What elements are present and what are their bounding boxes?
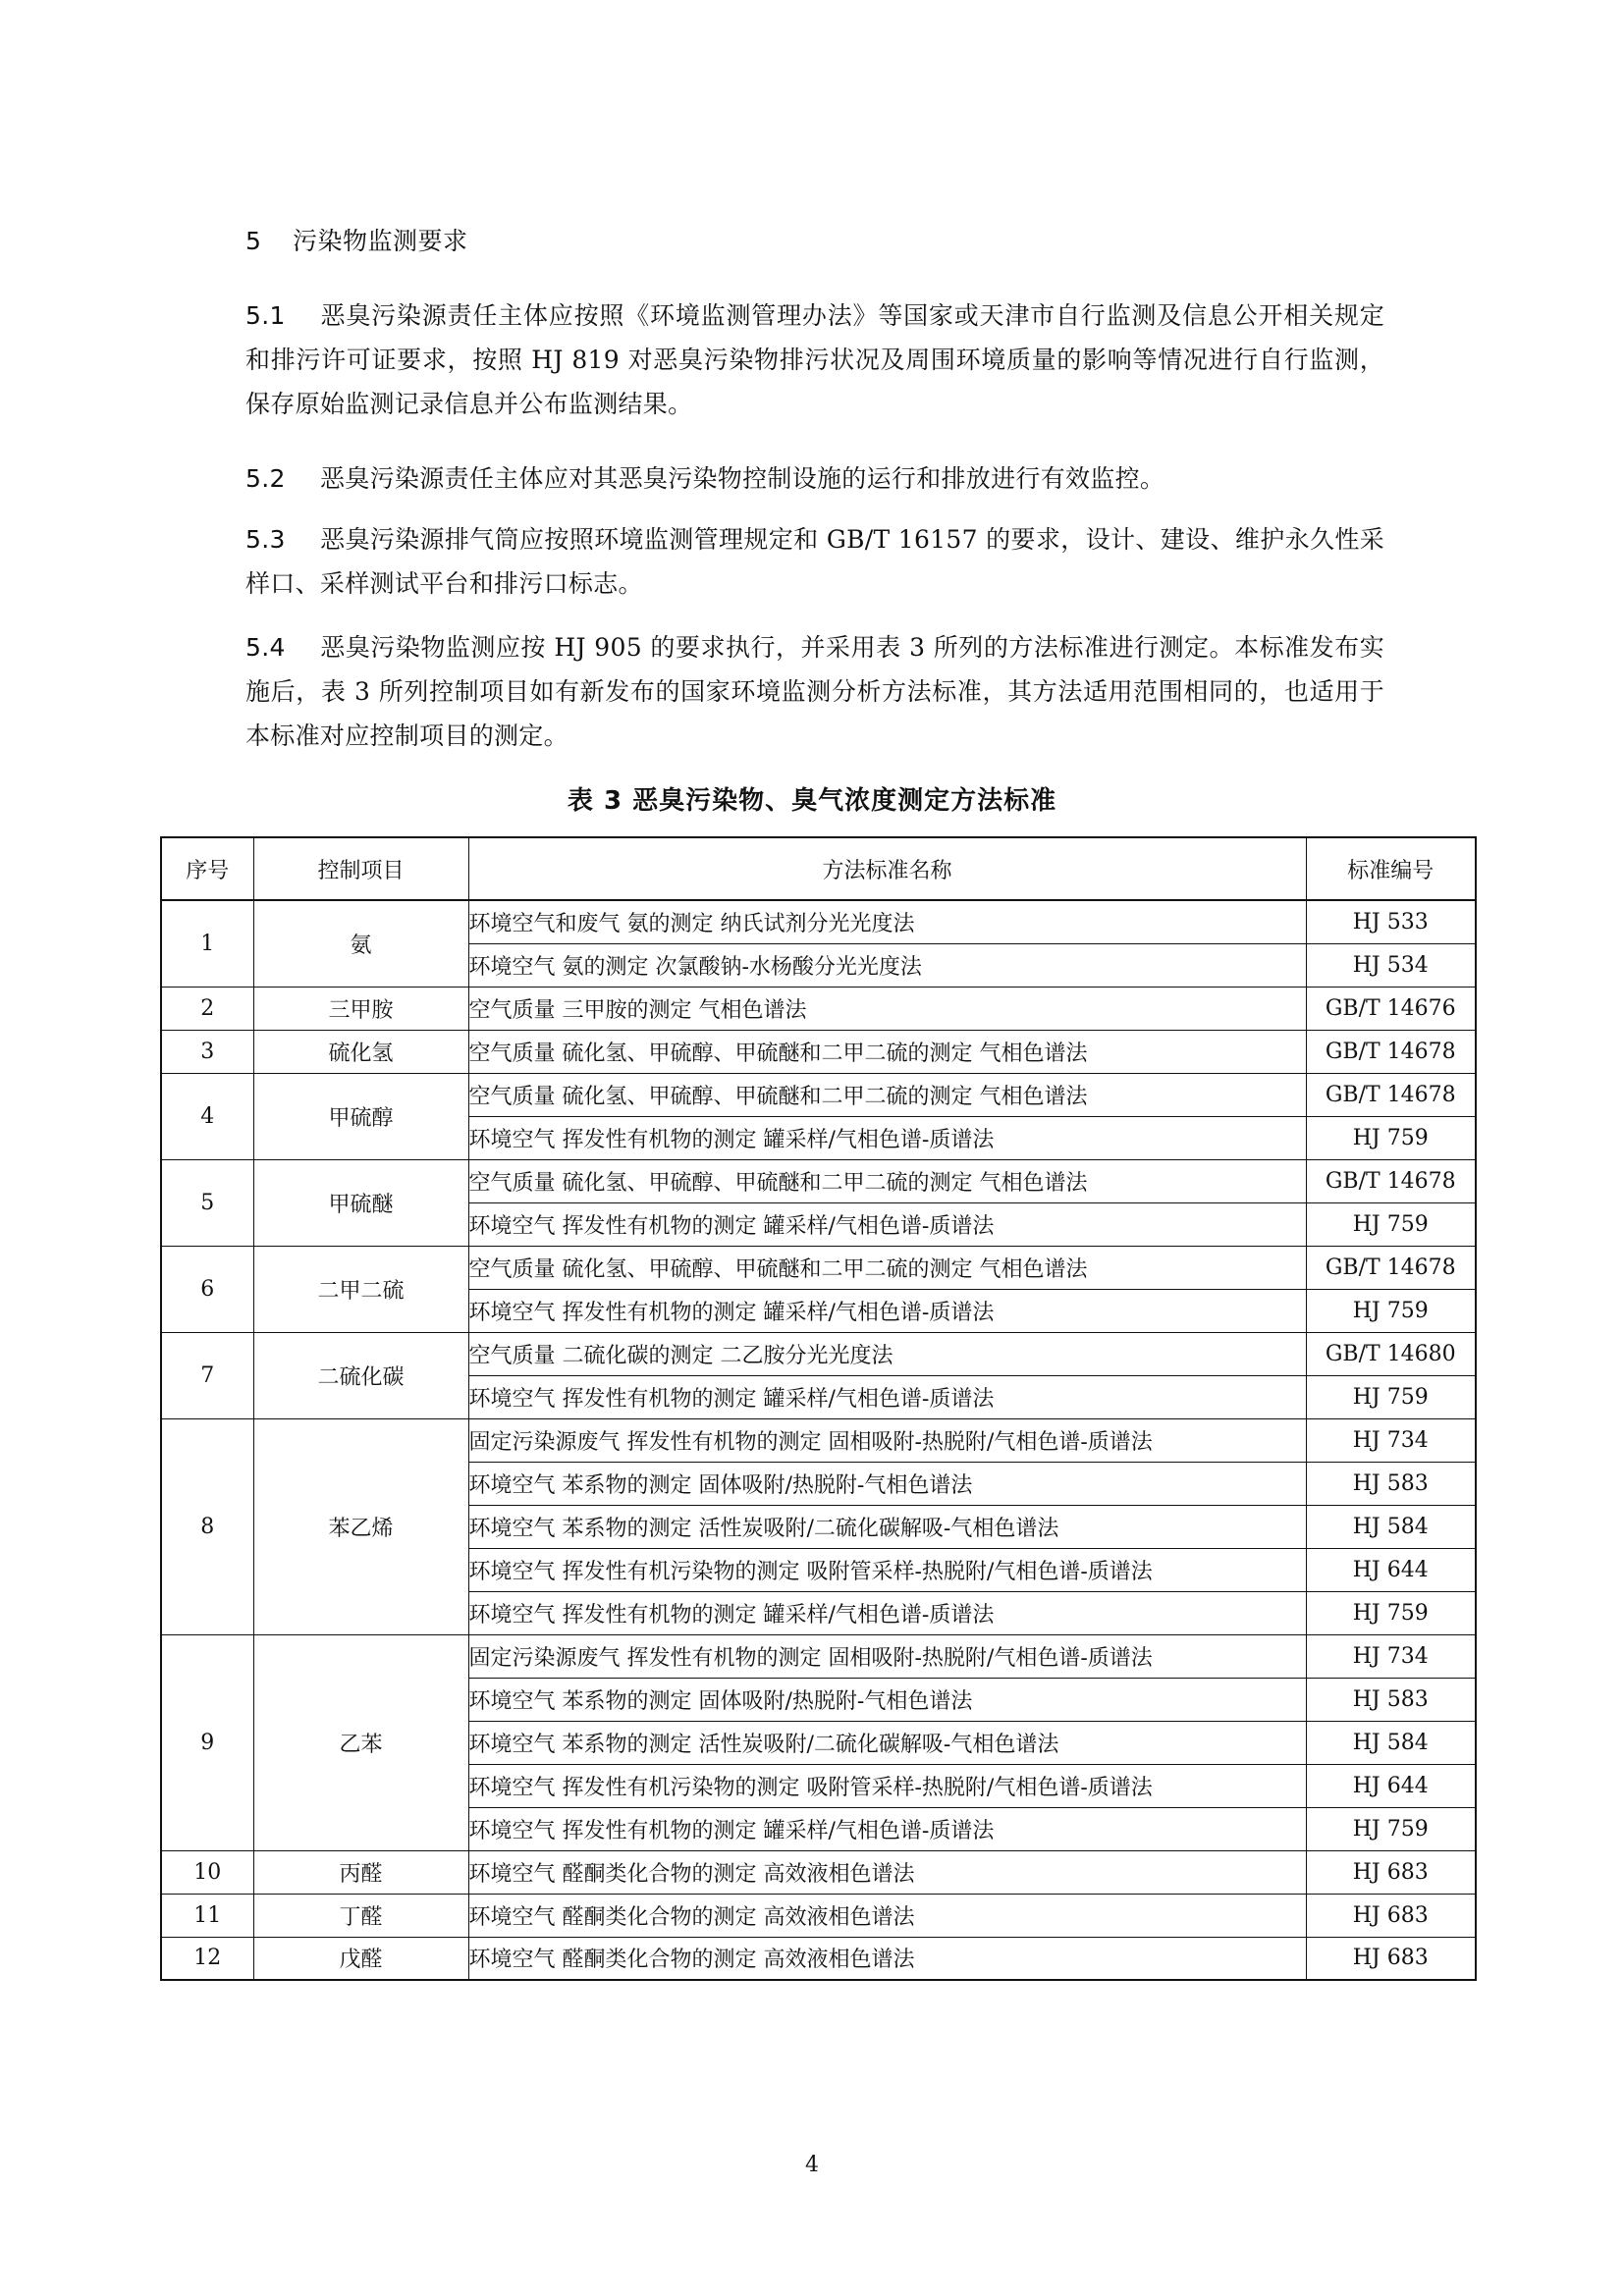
cell-method-name: 环境空气 挥发性有机物的测定 罐采样/气相色谱-质谱法 xyxy=(468,1289,1306,1332)
table-row xyxy=(161,1850,1476,1894)
cell-method-name: 固定污染源废气 挥发性有机物的测定 固相吸附-热脱附/气相色谱-质谱法 xyxy=(468,1418,1306,1462)
cell-standard-code: GB/T 14676 xyxy=(1306,987,1476,1030)
cell-method-name: 空气质量 二硫化碳的测定 二乙胺分光光度法 xyxy=(468,1332,1306,1375)
header-no: 序号 xyxy=(161,837,253,900)
paragraph-5-3 xyxy=(245,517,1384,606)
cell-standard-code: HJ 584 xyxy=(1306,1505,1476,1548)
paragraph-number: 5.1 xyxy=(245,301,286,330)
section-heading xyxy=(245,222,468,257)
section-number: 5 xyxy=(245,227,262,255)
cell-control-item: 甲硫醚 xyxy=(253,1159,468,1246)
cell-method-name: 空气质量 硫化氢、甲硫醇、甲硫醚和二甲二硫的测定 气相色谱法 xyxy=(468,1073,1306,1116)
cell-standard-code: HJ 759 xyxy=(1306,1202,1476,1246)
paragraph-text: 恶臭污染源排气筒应按照环境监测管理规定和 GB/T 16157 的要求，设计、建设、维护永久性采样口、采样测试平台和排污口标志。 xyxy=(245,525,1384,598)
cell-method-name: 环境空气 挥发性有机污染物的测定 吸附管采样-热脱附/气相色谱-质谱法 xyxy=(468,1764,1306,1807)
table-row xyxy=(161,1937,1476,1980)
cell-method-name: 环境空气 醛酮类化合物的测定 高效液相色谱法 xyxy=(468,1937,1306,1980)
paragraph-text: 恶臭污染源责任主体应按照《环境监测管理办法》等国家或天津市自行监测及信息公开相关规定和排污许可证要求，按照 HJ 819 对恶臭污染物排污状况及周围环境质量的影响等情况进行自行监测，保存原始监测记录信息并公布监测结果。 xyxy=(245,301,1384,418)
cell-standard-code: HJ 759 xyxy=(1306,1375,1476,1418)
cell-control-item: 丙醛 xyxy=(253,1850,468,1894)
cell-standard-code: HJ 534 xyxy=(1306,943,1476,987)
cell-standard-code: HJ 683 xyxy=(1306,1937,1476,1980)
paragraph-text: 恶臭污染源责任主体应对其恶臭污染物控制设施的运行和排放进行有效监控。 xyxy=(320,464,1165,493)
cell-control-item: 二硫化碳 xyxy=(253,1332,468,1418)
cell-no: 11 xyxy=(161,1894,253,1937)
table-body xyxy=(161,900,1476,1980)
cell-standard-code: HJ 644 xyxy=(1306,1764,1476,1807)
cell-method-name: 空气质量 硫化氢、甲硫醇、甲硫醚和二甲二硫的测定 气相色谱法 xyxy=(468,1030,1306,1073)
cell-method-name: 环境空气 挥发性有机物的测定 罐采样/气相色谱-质谱法 xyxy=(468,1116,1306,1159)
cell-standard-code: HJ 583 xyxy=(1306,1462,1476,1505)
cell-no: 10 xyxy=(161,1850,253,1894)
cell-method-name: 环境空气 醛酮类化合物的测定 高效液相色谱法 xyxy=(468,1894,1306,1937)
cell-method-name: 空气质量 硫化氢、甲硫醇、甲硫醚和二甲二硫的测定 气相色谱法 xyxy=(468,1246,1306,1289)
cell-control-item: 二甲二硫 xyxy=(253,1246,468,1332)
cell-control-item: 硫化氢 xyxy=(253,1030,468,1073)
cell-no: 2 xyxy=(161,987,253,1030)
table-row xyxy=(161,1894,1476,1937)
cell-no: 4 xyxy=(161,1073,253,1159)
cell-method-name: 环境空气 挥发性有机物的测定 罐采样/气相色谱-质谱法 xyxy=(468,1202,1306,1246)
cell-method-name: 环境空气 苯系物的测定 活性炭吸附/二硫化碳解吸-气相色谱法 xyxy=(468,1721,1306,1764)
cell-standard-code: HJ 759 xyxy=(1306,1591,1476,1634)
cell-standard-code: GB/T 14678 xyxy=(1306,1246,1476,1289)
cell-no: 5 xyxy=(161,1159,253,1246)
table-row xyxy=(161,1418,1476,1462)
cell-method-name: 环境空气和废气 氨的测定 纳氏试剂分光光度法 xyxy=(468,900,1306,943)
cell-standard-code: GB/T 14678 xyxy=(1306,1030,1476,1073)
cell-no: 9 xyxy=(161,1634,253,1850)
table-row xyxy=(161,1634,1476,1678)
cell-method-name: 空气质量 三甲胺的测定 气相色谱法 xyxy=(468,987,1306,1030)
paragraph-number: 5.2 xyxy=(245,464,286,493)
cell-no: 12 xyxy=(161,1937,253,1980)
cell-method-name: 环境空气 挥发性有机物的测定 罐采样/气相色谱-质谱法 xyxy=(468,1807,1306,1850)
table-row xyxy=(161,987,1476,1030)
cell-method-name: 环境空气 挥发性有机物的测定 罐采样/气相色谱-质谱法 xyxy=(468,1591,1306,1634)
cell-method-name: 环境空气 挥发性有机污染物的测定 吸附管采样-热脱附/气相色谱-质谱法 xyxy=(468,1548,1306,1591)
cell-method-name: 环境空气 苯系物的测定 活性炭吸附/二硫化碳解吸-气相色谱法 xyxy=(468,1505,1306,1548)
table-row xyxy=(161,1073,1476,1116)
paragraph-5-4 xyxy=(245,625,1384,758)
cell-method-name: 环境空气 醛酮类化合物的测定 高效液相色谱法 xyxy=(468,1850,1306,1894)
cell-no: 8 xyxy=(161,1418,253,1634)
cell-standard-code: HJ 759 xyxy=(1306,1116,1476,1159)
paragraph-5-2 xyxy=(245,456,1384,501)
table-title: 表 3 恶臭污染物、臭气浓度测定方法标准 xyxy=(567,786,1057,816)
table-row xyxy=(161,1246,1476,1289)
cell-no: 7 xyxy=(161,1332,253,1418)
page-number: 4 xyxy=(805,2153,819,2177)
paragraph-number: 5.3 xyxy=(245,525,286,554)
table-row xyxy=(161,1159,1476,1202)
cell-no: 3 xyxy=(161,1030,253,1073)
cell-standard-code: HJ 759 xyxy=(1306,1289,1476,1332)
cell-control-item: 氨 xyxy=(253,900,468,987)
cell-standard-code: GB/T 14678 xyxy=(1306,1159,1476,1202)
paragraph-text: 恶臭污染物监测应按 HJ 905 的要求执行，并采用表 3 所列的方法标准进行测定。本标准发布实施后，表 3 所列控制项目如有新发布的国家环境监测分析方法标准，其方法适用范围相同的，也适用于本标准对应控制项目的测定。 xyxy=(245,633,1384,750)
table-row xyxy=(161,1332,1476,1375)
cell-control-item: 三甲胺 xyxy=(253,987,468,1030)
cell-standard-code: HJ 683 xyxy=(1306,1894,1476,1937)
cell-standard-code: HJ 644 xyxy=(1306,1548,1476,1591)
cell-standard-code: GB/T 14680 xyxy=(1306,1332,1476,1375)
method-standards-table xyxy=(160,836,1477,1981)
cell-method-name: 环境空气 挥发性有机物的测定 罐采样/气相色谱-质谱法 xyxy=(468,1375,1306,1418)
cell-no: 1 xyxy=(161,900,253,987)
header-item: 控制项目 xyxy=(253,837,468,900)
cell-control-item: 丁醛 xyxy=(253,1894,468,1937)
paragraph-5-1 xyxy=(245,294,1384,426)
cell-control-item: 苯乙烯 xyxy=(253,1418,468,1634)
cell-standard-code: HJ 583 xyxy=(1306,1678,1476,1721)
cell-control-item: 甲硫醇 xyxy=(253,1073,468,1159)
header-method: 方法标准名称 xyxy=(468,837,1306,900)
cell-standard-code: HJ 533 xyxy=(1306,900,1476,943)
table-row xyxy=(161,900,1476,943)
table-header-row xyxy=(161,837,1476,900)
section-title: 污染物监测要求 xyxy=(293,227,468,255)
cell-standard-code: HJ 734 xyxy=(1306,1418,1476,1462)
cell-no: 6 xyxy=(161,1246,253,1332)
cell-control-item: 戊醛 xyxy=(253,1937,468,1980)
cell-method-name: 环境空气 苯系物的测定 固体吸附/热脱附-气相色谱法 xyxy=(468,1678,1306,1721)
cell-standard-code: HJ 584 xyxy=(1306,1721,1476,1764)
table-row xyxy=(161,1030,1476,1073)
paragraph-number: 5.4 xyxy=(245,633,286,662)
cell-control-item: 乙苯 xyxy=(253,1634,468,1850)
cell-standard-code: GB/T 14678 xyxy=(1306,1073,1476,1116)
cell-standard-code: HJ 759 xyxy=(1306,1807,1476,1850)
cell-method-name: 环境空气 苯系物的测定 固体吸附/热脱附-气相色谱法 xyxy=(468,1462,1306,1505)
header-code: 标准编号 xyxy=(1306,837,1476,900)
cell-method-name: 环境空气 氨的测定 次氯酸钠-水杨酸分光光度法 xyxy=(468,943,1306,987)
cell-standard-code: HJ 734 xyxy=(1306,1634,1476,1678)
cell-method-name: 空气质量 硫化氢、甲硫醇、甲硫醚和二甲二硫的测定 气相色谱法 xyxy=(468,1159,1306,1202)
cell-standard-code: HJ 683 xyxy=(1306,1850,1476,1894)
cell-method-name: 固定污染源废气 挥发性有机物的测定 固相吸附-热脱附/气相色谱-质谱法 xyxy=(468,1634,1306,1678)
